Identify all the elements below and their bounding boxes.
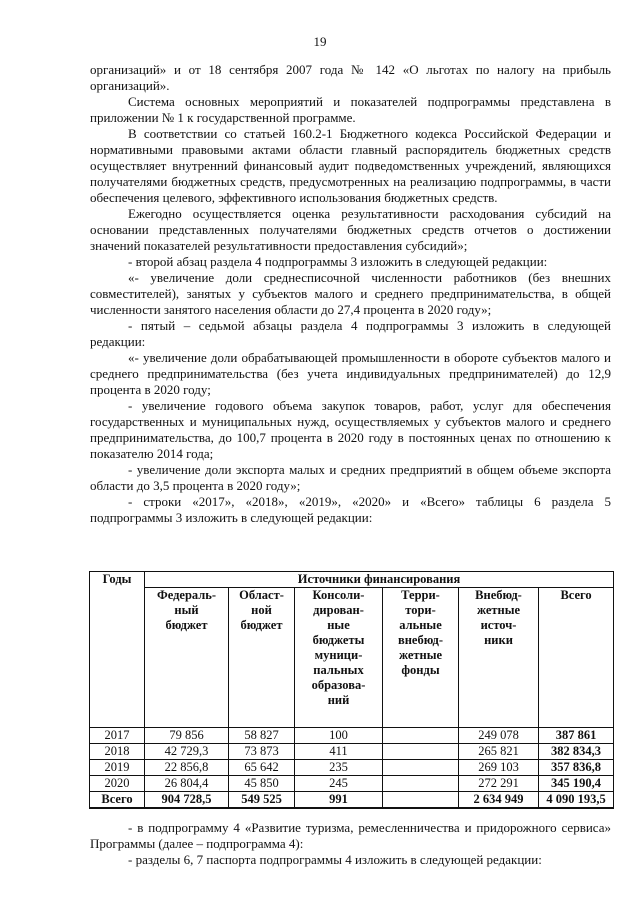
cell-regional: 73 873	[229, 744, 295, 760]
cell-territorial	[383, 760, 459, 776]
paragraph-7: - пятый – седьмой абзацы раздела 4 подпрограммы 3 изложить в следующей редакции:	[90, 318, 611, 349]
cell-federal: 904 728,5	[145, 792, 229, 809]
cell-municipal: 991	[295, 792, 383, 809]
header-total	[539, 588, 614, 728]
header-extrabudget	[459, 588, 539, 728]
financing-table	[89, 571, 614, 809]
paragraph-10: - увеличение доли экспорта малых и средних предприятий в общем объеме экспорта области до 3,5 процента в 2020 году»;	[90, 462, 611, 493]
cell-municipal: 235	[295, 760, 383, 776]
cell-municipal: 411	[295, 744, 383, 760]
document-body	[90, 62, 611, 526]
header-regional-label: Област- ной бюджет	[239, 588, 284, 632]
header-federal-label: Федераль- ный бюджет	[156, 588, 217, 632]
table-row	[90, 776, 614, 792]
cell-total: 382 834,3	[539, 744, 614, 760]
cell-municipal: 245	[295, 776, 383, 792]
cell-regional: 45 850	[229, 776, 295, 792]
cell-extrabudget: 249 078	[459, 728, 539, 744]
paragraph-6: «- увеличение доли среднесписочной численности работников (без внешних совместителей), занятых у субъектов малого и среднего предпринимательства, в общей численности занятого населения области до 27,4 процента в 2020 году»;	[90, 270, 611, 317]
paragraph-3: В соответствии со статьей 160.2-1 Бюджетного кодекса Российской Федерации и нормативными правовыми актами области главный распорядитель бюджетных средств осуществляет внутренний финансовый аудит подведомственных учреждений, являющихся получателями бюджетных средств, предусмотренных на реализацию подпрограммы, в части обеспечения целевого, эффективного использования бюджетных средств.	[90, 126, 611, 205]
paragraph-8: «- увеличение доли обрабатывающей промышленности в обороте субъектов малого и среднего предпринимательства (без учета индивидуальных предпринимателей) до 12,9 процента в 2020 году;	[90, 350, 611, 397]
header-extrabudget-label: Внебюд- жетные источ- ники	[475, 588, 522, 647]
cell-extrabudget: 265 821	[459, 744, 539, 760]
cell-total: 357 836,8	[539, 760, 614, 776]
cell-regional: 58 827	[229, 728, 295, 744]
cell-territorial	[383, 728, 459, 744]
paragraph-4: Ежегодно осуществляется оценка результативности расходования субсидий на основании представленных получателями бюджетных средств отчетов о достижении значений показателей результативности предоставления субсидий»;	[90, 206, 611, 253]
header-municipal-label: Консоли- дирован- ные бюджеты муници- пальных образова- ний	[311, 588, 366, 707]
header-regional	[229, 588, 295, 728]
paragraph-11: - строки «2017», «2018», «2019», «2020» и «Всего» таблицы 6 раздела 5 подпрограммы 3 изложить в следующей редакции:	[90, 494, 611, 525]
cell-territorial	[383, 792, 459, 809]
cell-federal: 79 856	[145, 728, 229, 744]
cell-total: 4 090 193,5	[539, 792, 614, 809]
cell-territorial	[383, 744, 459, 760]
cell-territorial	[383, 776, 459, 792]
table-row	[90, 760, 614, 776]
header-municipal	[295, 588, 383, 728]
paragraph-1: организаций» и от 18 сентября 2007 года № 142 «О льготах по налогу на прибыль организаций».	[90, 62, 611, 93]
cell-total: 345 190,4	[539, 776, 614, 792]
cell-extrabudget: 269 103	[459, 760, 539, 776]
cell-year: 2019	[90, 760, 145, 776]
cell-year: 2020	[90, 776, 145, 792]
cell-federal: 22 856,8	[145, 760, 229, 776]
cell-regional: 549 525	[229, 792, 295, 809]
paragraph-13: - разделы 6, 7 паспорта подпрограммы 4 изложить в следующей редакции:	[128, 852, 542, 867]
header-financing-sources: Источники финансирования	[145, 572, 614, 588]
cell-year: 2018	[90, 744, 145, 760]
cell-extrabudget: 272 291	[459, 776, 539, 792]
cell-year: Всего	[90, 792, 145, 809]
paragraph-9: - увеличение годового объема закупок товаров, работ, услуг для обеспечения государственных и муниципальных нужд, осуществляемых у субъектов малого и среднего предпринимательства, до 100,7 процента в 2020 году в постоянных ценах по отношению к показателю 2014 года;	[90, 398, 611, 461]
header-total-label: Всего	[560, 588, 592, 602]
document-body-continued	[90, 820, 611, 868]
header-territorial	[383, 588, 459, 728]
cell-year: 2017	[90, 728, 145, 744]
cell-municipal: 100	[295, 728, 383, 744]
cell-regional: 65 642	[229, 760, 295, 776]
table-row	[90, 728, 614, 744]
paragraph-5: - второй абзац раздела 4 подпрограммы 3 изложить в следующей редакции:	[128, 254, 548, 269]
header-federal	[145, 588, 229, 728]
cell-federal: 42 729,3	[145, 744, 229, 760]
page-number: 19	[313, 34, 327, 49]
cell-extrabudget: 2 634 949	[459, 792, 539, 809]
paragraph-2: Система основных мероприятий и показателей подпрограммы представлена в приложении № 1 к государственной программе.	[90, 94, 611, 125]
header-territorial-label: Терри- тори- альные внебюд- жетные фонды	[397, 588, 444, 677]
table-row-total	[90, 792, 614, 809]
table-row	[90, 744, 614, 760]
cell-federal: 26 804,4	[145, 776, 229, 792]
header-years: Годы	[90, 572, 145, 728]
cell-total: 387 861	[539, 728, 614, 744]
paragraph-12: - в подпрограмму 4 «Развитие туризма, ремесленничества и придорожного сервиса» Программы (далее – подпрограмма 4):	[90, 820, 611, 851]
